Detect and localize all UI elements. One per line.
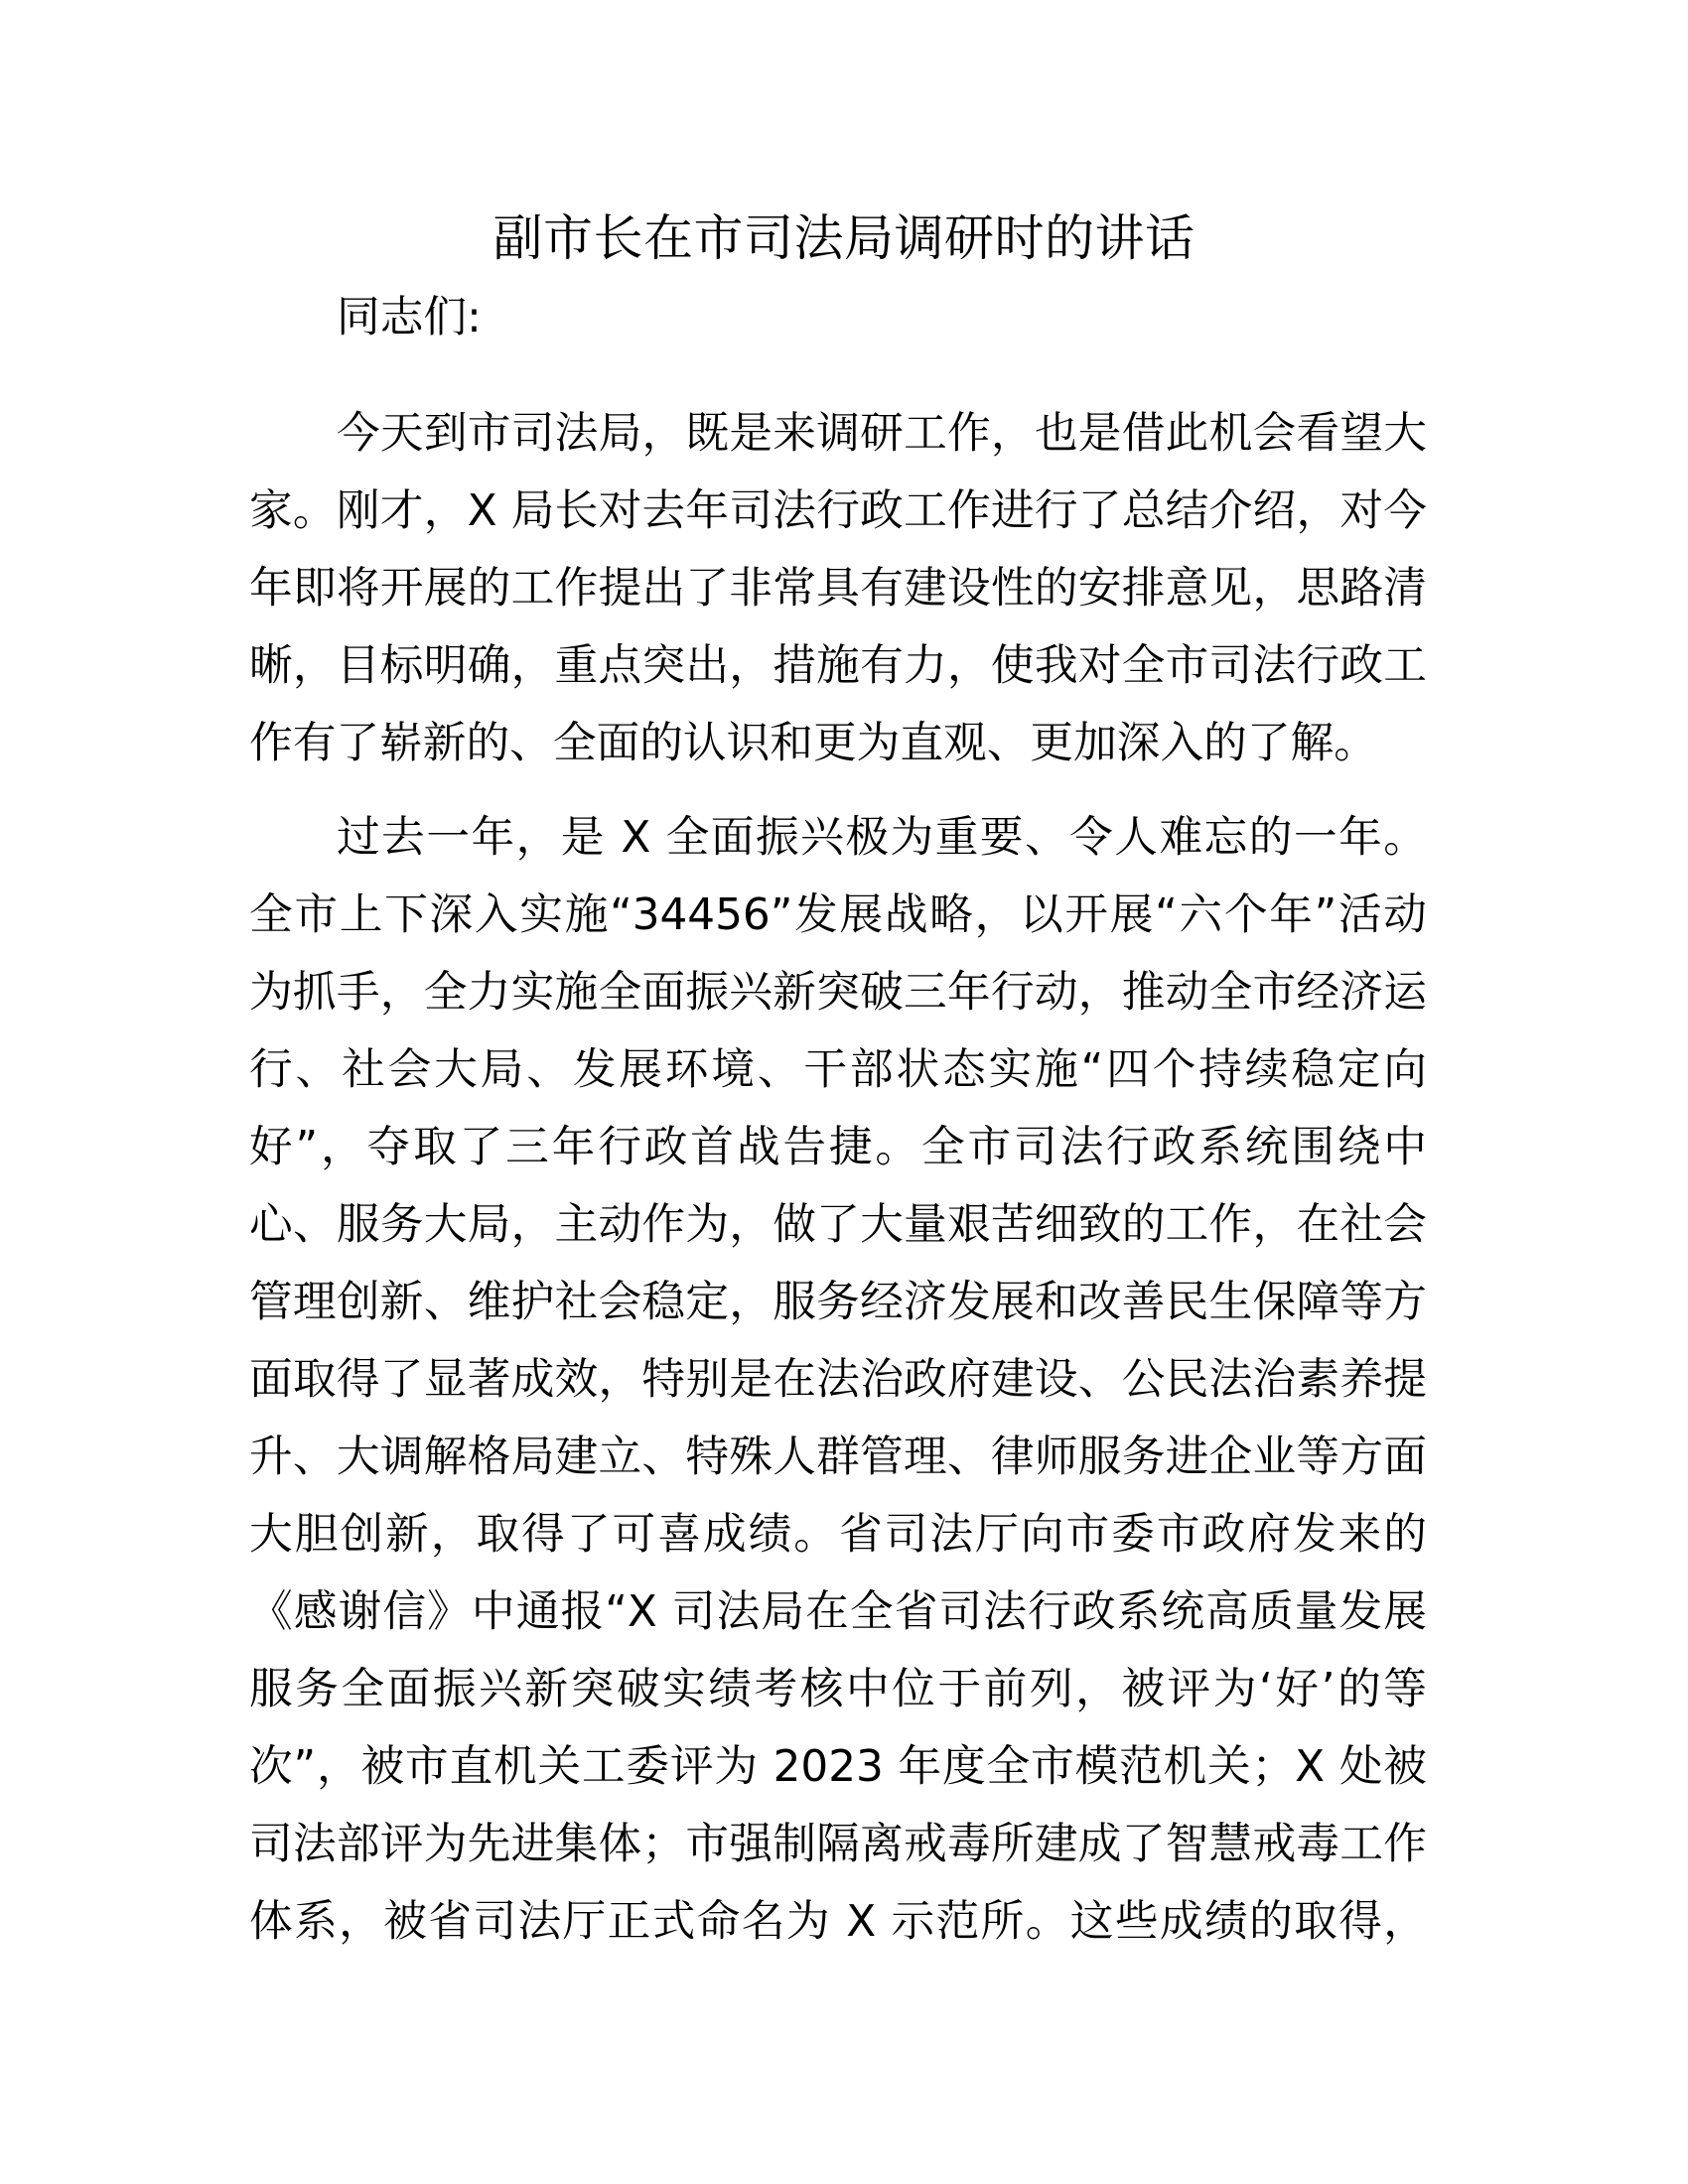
greeting: 同志们: [337,292,482,342]
paragraph-line: 全市上下深入实施“34456”发展战略，以开展“六个年”活动 [249,889,1427,940]
paragraph-line: 好”，夺取了三年行政首战告捷。全市司法行政系统围绕中 [249,1122,1427,1172]
paragraph-line: 行、社会大局、发展环境、干部状态实施“四个持续稳定向 [249,1044,1427,1095]
paragraph-1 [249,395,1427,782]
paragraph-line: 心、服务大局，主动作为，做了大量艰苦细致的工作，在社会 [249,1199,1427,1250]
paragraph-line: 体系，被省司法厅正式命名为 X 示范所。这些成绩的取得， [249,1896,1427,1947]
paragraph-line: 面取得了显著成效，特别是在法治政府建设、公民法治素养提 [249,1354,1427,1405]
paragraph-line: 为抓手，全力实施全面振兴新突破三年行动，推动全市经济运 [249,967,1427,1018]
paragraph-line: 大胆创新，取得了可喜成绩。省司法厅向市委市政府发来的 [249,1509,1427,1560]
paragraph-line: 管理创新、维护社会稳定，服务经济发展和改善民生保障等方 [249,1277,1427,1327]
paragraph-line: 年即将开展的工作提出了非常具有建设性的安排意见，思路清 [249,563,1427,614]
paragraph-line: 司法部评为先进集体；市强制隔离戒毒所建成了智慧戒毒工作 [249,1819,1427,1869]
paragraph-line: 升、大调解格局建立、特殊人群管理、律师服务进企业等方面 [249,1432,1427,1482]
paragraph-line: 服务全面振兴新突破实绩考核中位于前列，被评为‘好’的等 [249,1664,1427,1714]
paragraph-line: 《感谢信》中通报“X 司法局在全省司法行政系统高质量发展 [249,1586,1427,1637]
paragraph-line: 家。刚才，X 局长对去年司法行政工作进行了总结介绍，对今 [249,485,1427,536]
paragraph-line: 今天到市司法局，既是来调研工作，也是借此机会看望大 [337,408,1427,459]
paragraph-2 [249,799,1427,1961]
paragraph-line: 次”，被市直机关工委评为 2023 年度全市模范机关；X 处被 [249,1741,1427,1792]
paragraph-line: 过去一年，是 X 全面振兴极为重要、令人难忘的一年。 [337,812,1427,863]
document-title: 副市长在市司法局调研时的讲话 [492,209,1196,267]
paragraph-line: 晰，目标明确，重点突出，措施有力，使我对全市司法行政工 [249,640,1427,691]
paragraph-line: 作有了崭新的、全面的认识和更为直观、更加深入的了解。 [249,718,1377,768]
